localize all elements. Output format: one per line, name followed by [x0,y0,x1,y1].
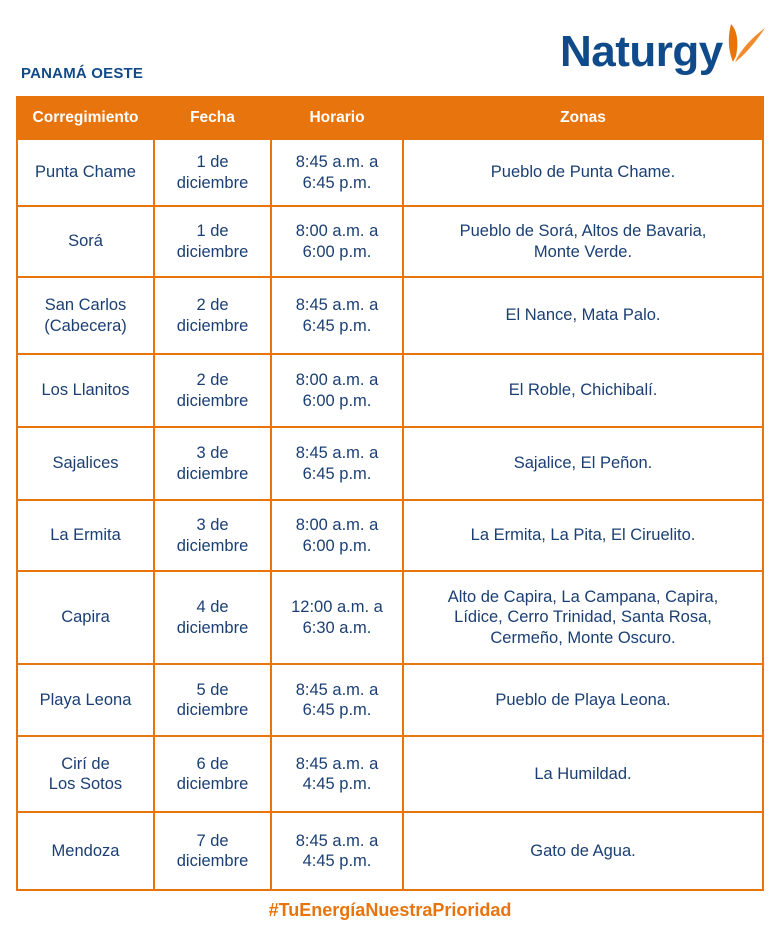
cell-text-line: 6:45 p.m. [302,701,372,719]
cell-fecha [154,664,271,736]
cell-fecha [154,427,271,500]
cell-text-line: 6:00 p.m. [302,242,372,261]
cell-text-line: 2 de [196,371,229,389]
cell-text-line: diciembre [176,701,249,719]
cell-text-line: La Ermita, La Pita, El Ciruelito. [470,526,696,545]
column-header-horario: Horario [271,97,403,139]
cell-text-line: La Humildad. [534,764,632,783]
cell-text-line: Capira [61,608,110,627]
cell-text-line: 7 de [196,831,229,850]
column-header-zonas: Zonas [403,97,763,139]
cell-corregimiento [17,277,154,354]
column-header-fecha: Fecha [154,97,271,139]
cell-text-line: 8:00 a.m. a [295,516,379,534]
cell-text-line: diciembre [176,464,249,483]
cell-text-line: Monte Verde. [533,242,633,261]
cell-text-line: 8:00 a.m. a [295,222,379,240]
cell-text-line: 4:45 p.m. [302,852,372,870]
cell-zonas [403,571,763,664]
cell-fecha [154,571,271,664]
cell-text-line: Gato de Agua. [530,841,636,860]
cell-text-line: Pueblo de Playa Leona. [495,690,671,709]
cell-text-line: Pueblo de Punta Chame. [490,163,676,182]
cell-text-line: 5 de [196,680,229,699]
cell-text-line: 8:45 a.m. a [295,153,379,171]
cell-text-line: 8:00 a.m. a [295,371,379,389]
cell-zonas [403,206,763,277]
cell-text-line: El Roble, Chichibalí. [508,381,658,400]
cell-fecha [154,736,271,812]
cell-text-line: 12:00 a.m. a [291,598,383,616]
table-body [17,139,763,890]
cell-corregimiento [17,812,154,890]
table-row [17,427,763,500]
butterfly-icon [723,22,767,66]
column-header-corregimiento: Corregimiento [17,97,154,139]
cell-text-line: Sorá [68,232,103,251]
cell-text-line: 1 de [196,153,229,171]
cell-text-line: 3 de [196,516,229,534]
cell-zonas [403,664,763,736]
cell-fecha [154,812,271,890]
cell-zonas [403,736,763,812]
cell-text-line: Alto de Capira, La Campana, Capira, [447,587,719,606]
cell-zonas [403,354,763,427]
cell-text-line: Los Llanitos [41,381,130,400]
cell-text-line: Mendoza [51,841,120,860]
table-row [17,571,763,664]
table-header-row [17,97,763,139]
cell-corregimiento [17,664,154,736]
cell-horario [271,139,403,206]
cell-fecha [154,500,271,571]
cell-fecha [154,354,271,427]
cell-text-line: Los Sotos [48,775,123,793]
table-row [17,664,763,736]
cell-text-line: San Carlos [44,296,127,314]
cell-text-line: Cirí de [61,754,110,773]
cell-text-line: diciembre [176,242,249,261]
region-title: PANAMÁ OESTE [21,65,144,82]
cell-text-line: 3 de [196,444,229,462]
cell-text-line: diciembre [176,618,249,637]
cell-corregimiento [17,571,154,664]
cell-corregimiento [17,206,154,277]
cell-text-line: diciembre [176,536,249,555]
table-row [17,812,763,890]
cell-zonas [403,500,763,571]
cell-text-line: 1 de [196,222,229,240]
cell-text-line: diciembre [176,775,249,793]
cell-text-line: (Cabecera) [44,316,127,335]
cell-horario [271,427,403,500]
cell-text-line: Punta Chame [35,163,136,182]
cell-text-line: diciembre [176,391,249,410]
table-row [17,354,763,427]
cell-text-line: 8:45 a.m. a [295,296,379,314]
cell-text-line: 8:45 a.m. a [295,444,379,462]
cell-text-line: Lídice, Cerro Trinidad, Santa Rosa, [454,608,712,627]
cell-text-line: Cermeño, Monte Oscuro. [490,628,676,647]
schedule-table [16,96,764,891]
cell-text-line: Sajalices [52,454,119,473]
cell-text-line: 4:45 p.m. [302,775,372,793]
cell-text-line: 6:45 p.m. [302,316,372,335]
cell-text-line: 6:00 p.m. [302,536,372,555]
cell-horario [271,206,403,277]
table-row [17,206,763,277]
cell-corregimiento [17,427,154,500]
cell-text-line: 6:00 p.m. [302,391,372,410]
cell-text-line: Sajalice, El Peñon. [513,454,653,473]
cell-text-line: 6:30 a.m. [302,618,372,637]
cell-corregimiento [17,736,154,812]
cell-text-line: diciembre [176,173,249,192]
cell-horario [271,571,403,664]
cell-text-line: Pueblo de Sorá, Altos de Bavaria, [459,222,707,240]
cell-text-line: 2 de [196,296,229,314]
cell-corregimiento [17,500,154,571]
cell-text-line: 6:45 p.m. [302,464,372,483]
cell-text-line: diciembre [176,852,249,870]
table-row [17,500,763,571]
cell-text-line: 4 de [196,598,229,616]
cell-fecha [154,277,271,354]
table-row [17,736,763,812]
cell-text-line: La Ermita [50,526,121,545]
cell-horario [271,812,403,890]
cell-corregimiento [17,139,154,206]
cell-horario [271,500,403,571]
table-row [17,139,763,206]
table-row [17,277,763,354]
cell-zonas [403,139,763,206]
cell-horario [271,664,403,736]
cell-zonas [403,277,763,354]
cell-text-line: diciembre [176,316,249,335]
cell-zonas [403,812,763,890]
cell-fecha [154,139,271,206]
cell-text-line: Playa Leona [39,690,132,709]
cell-zonas [403,427,763,500]
cell-corregimiento [17,354,154,427]
naturgy-logo [560,22,770,84]
cell-horario [271,354,403,427]
cell-text-line: 8:45 a.m. a [295,754,379,773]
logo-wordmark: Naturgy [560,27,723,76]
cell-horario [271,736,403,812]
cell-horario [271,277,403,354]
hashtag-footer: #TuEnergíaNuestraPrioridad [268,900,512,920]
cell-text-line: 8:45 a.m. a [295,680,379,699]
cell-text-line: 8:45 a.m. a [295,831,379,850]
cell-fecha [154,206,271,277]
cell-text-line: 6 de [196,754,229,773]
cell-text-line: El Nance, Mata Palo. [505,306,661,325]
cell-text-line: 6:45 p.m. [302,173,372,192]
